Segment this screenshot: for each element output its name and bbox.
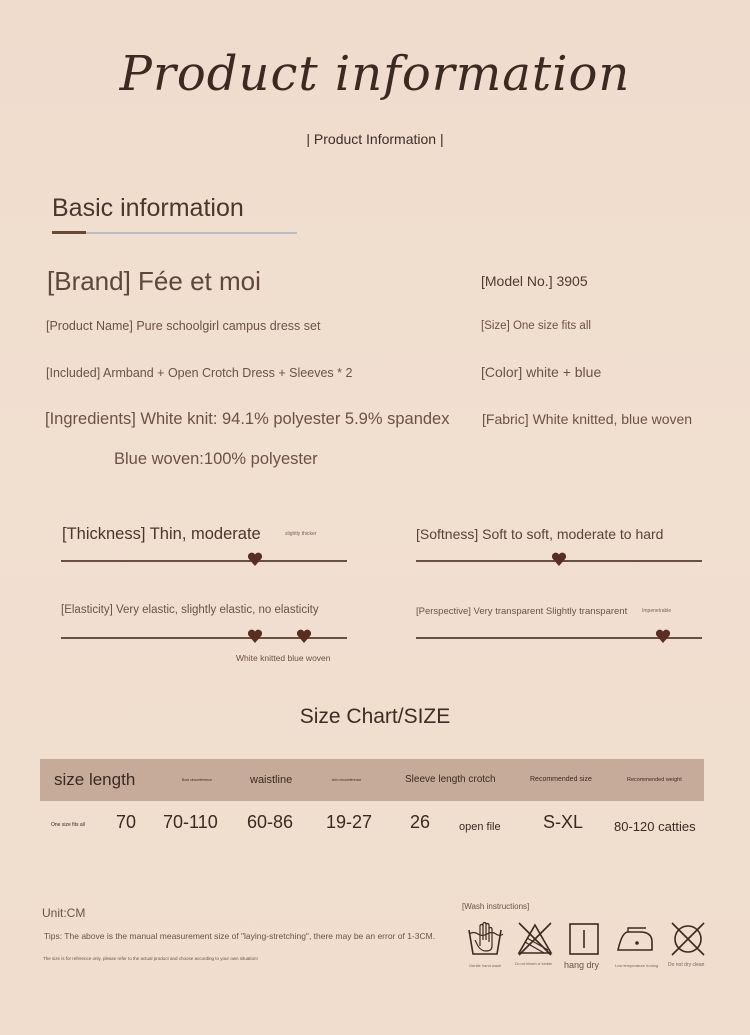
cell-crotch: open file xyxy=(459,821,501,833)
thickness-heart-icon xyxy=(247,551,263,567)
cell-recommended-size: S-XL xyxy=(543,812,584,832)
script-title: Product information xyxy=(119,46,631,102)
wash-label-iron: Low temperature ironing xyxy=(615,963,659,968)
included-text: [Included] Armband + Open Crotch Dress + Sleeves * 2 xyxy=(46,366,353,380)
tips-text: Tips: The above is the manual measurement size of "laying-stretching", there may be an error of 1-3CM. xyxy=(44,931,436,941)
cell-length: 70 xyxy=(116,812,137,832)
perspective-tag: Impenetrable xyxy=(642,608,672,614)
thickness-label: [Thickness] Thin, moderate xyxy=(62,525,261,543)
wash-label-hand: Gentle hand wash xyxy=(469,963,502,968)
header-waistline: waistline xyxy=(250,774,293,786)
cell-waist: 60-86 xyxy=(247,812,294,832)
ingredients-text-2: Blue woven:100% polyester xyxy=(114,450,318,468)
hand-wash-icon xyxy=(466,920,504,958)
fabric-text: [Fabric] White knitted, blue woven xyxy=(482,411,693,427)
elasticity-caption: White knitted blue woven xyxy=(236,653,331,663)
cell-bust: 70-110 xyxy=(163,812,218,832)
page-subtitle: | Product Information | xyxy=(306,131,444,147)
cell-sleeve: 26 xyxy=(410,812,431,832)
unit-text: Unit:CM xyxy=(42,906,86,920)
elasticity-label: [Elasticity] Very elastic, slightly elastic, no elasticity xyxy=(61,604,319,616)
cell-size: One size fits all xyxy=(51,822,85,828)
perspective-label: [Perspective] Very transparent Slightly transparent xyxy=(416,606,628,617)
header-sleeve-crotch: Sleeve length crotch xyxy=(405,774,496,785)
cell-arm: 19-27 xyxy=(326,812,373,832)
perspective-heart-icon xyxy=(655,628,671,644)
no-dry-clean-icon xyxy=(669,920,707,958)
wash-label-bleach: Do not bleach or tumble xyxy=(515,962,553,966)
brand-text: [Brand] Fée et moi xyxy=(47,266,261,296)
low-iron-icon xyxy=(616,920,654,958)
size-table-header xyxy=(40,759,704,801)
color-text: [Color] white + blue xyxy=(481,364,602,380)
reference-text: The size is for reference only, please refer to the actual product and choose according to your own situation! xyxy=(43,956,258,961)
no-bleach-icon xyxy=(516,920,554,958)
product-name-text: [Product Name] Pure schoolgirl campus dress set xyxy=(46,319,321,333)
size-text: [Size] One size fits all xyxy=(481,320,591,332)
wash-label-hang: hang dry xyxy=(564,960,600,970)
hang-dry-icon xyxy=(565,920,603,958)
header-size-length: size length xyxy=(54,770,136,789)
heading-underline-accent xyxy=(52,231,86,234)
ingredients-text: [Ingredients] White knit: 94.1% polyester 5.9% spandex xyxy=(45,410,450,428)
elasticity-heart-icon-woven xyxy=(296,628,312,644)
heading-underline xyxy=(52,232,297,234)
elasticity-heart-icon-knit xyxy=(247,628,263,644)
model-text: [Model No.] 3905 xyxy=(481,273,588,289)
softness-label: [Softness] Soft to soft, moderate to hard xyxy=(416,526,664,542)
wash-label-dry-clean: Do not dry clean xyxy=(668,962,705,968)
section-heading-basic-info: Basic information xyxy=(52,194,244,222)
wash-title: [Wash instructions] xyxy=(462,902,530,911)
cell-recommended-weight: 80-120 catties xyxy=(614,819,696,834)
header-arm: Arm circumference xyxy=(332,778,362,782)
size-chart-heading: Size Chart/SIZE xyxy=(299,705,451,728)
thickness-track xyxy=(61,560,347,562)
header-recommended-weight: Recommended weight xyxy=(627,777,682,783)
softness-heart-icon xyxy=(551,551,567,567)
header-bust: Bust circumference xyxy=(182,778,212,782)
header-recommended-size: Recommended size xyxy=(530,776,592,783)
thickness-tag: slightly thicker xyxy=(285,531,317,537)
